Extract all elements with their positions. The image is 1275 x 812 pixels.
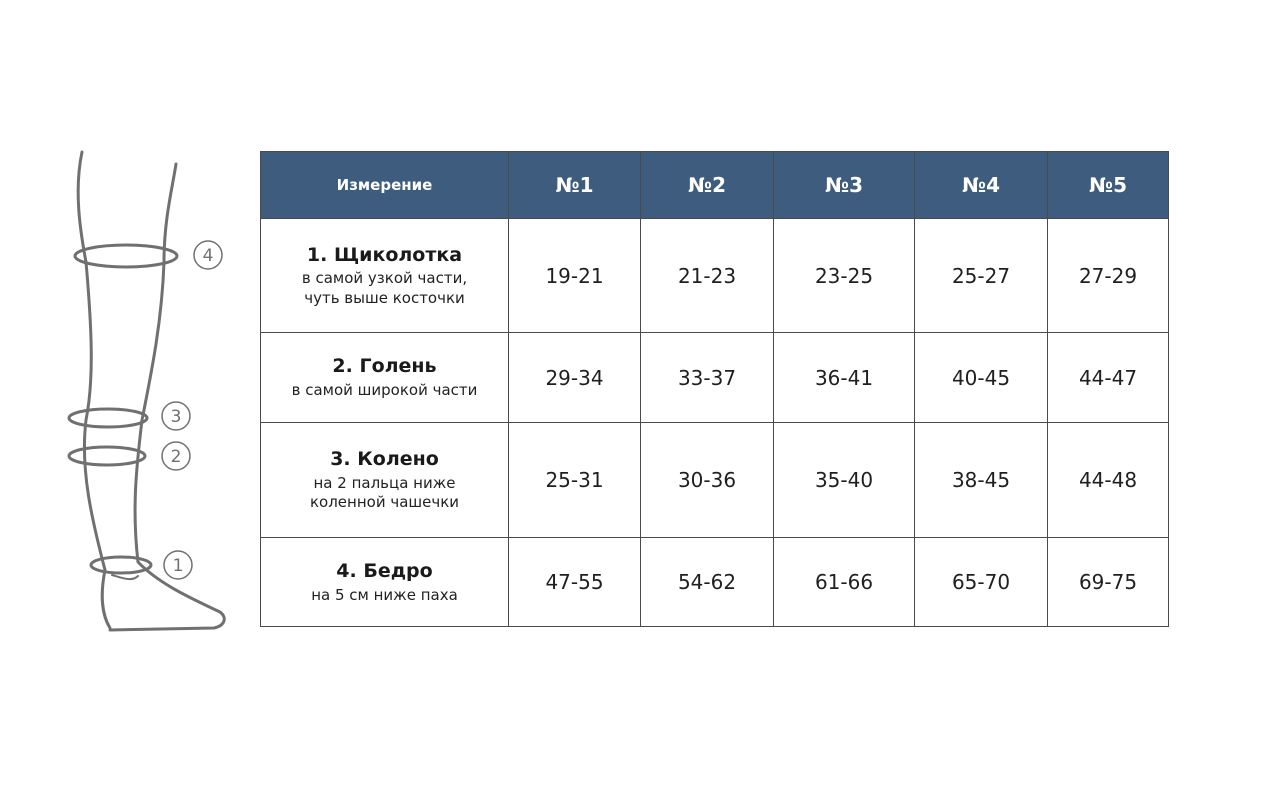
value-cell: 35-40 (774, 423, 915, 538)
value-cell: 23-25 (774, 219, 915, 333)
measurement-title: 2. Голень (332, 355, 437, 378)
header-size-3: №3 (774, 152, 915, 219)
value-cell: 25-31 (509, 423, 641, 538)
header-size-4: №4 (915, 152, 1048, 219)
value-cell: 19-21 (509, 219, 641, 333)
marker-4-label: 4 (202, 246, 214, 266)
value-cell: 44-47 (1048, 333, 1169, 423)
measurement-description: коленной чашечки (309, 493, 460, 512)
header-size-2: №2 (641, 152, 774, 219)
value-cell: 54-62 (641, 538, 774, 627)
table-row (261, 538, 1169, 627)
header-measurement: Измерение (261, 152, 509, 219)
leg-outline-front (110, 164, 224, 630)
value-cell: 65-70 (915, 538, 1048, 627)
value-cell: 36-41 (774, 333, 915, 423)
value-cell: 30-36 (641, 423, 774, 538)
measurement-title: 4. Бедро (336, 559, 433, 582)
value-cell: 29-34 (509, 333, 641, 423)
table-row (261, 423, 1169, 538)
measurement-cell (261, 423, 509, 538)
value-cell: 25-27 (915, 219, 1048, 333)
measurement-description: в самой узкой части, (301, 269, 468, 288)
measurement-title: 3. Колено (330, 448, 439, 471)
leg-ankle-line (112, 575, 138, 579)
value-cell: 27-29 (1048, 219, 1169, 333)
size-chart-table (260, 151, 1169, 627)
value-cell: 69-75 (1048, 538, 1169, 627)
header-row (261, 152, 1169, 219)
value-cell: 38-45 (915, 423, 1048, 538)
value-cell: 44-48 (1048, 423, 1169, 538)
band-knee (69, 447, 145, 465)
measurement-description: на 5 см ниже паха (311, 585, 458, 604)
value-cell: 40-45 (915, 333, 1048, 423)
measurement-cell (261, 219, 509, 333)
value-cell: 33-37 (641, 333, 774, 423)
table-row (261, 219, 1169, 333)
marker-3-label: 3 (170, 407, 182, 427)
marker-2-label: 2 (170, 447, 182, 467)
measurement-description: на 2 пальца ниже (313, 473, 456, 492)
measurement-description: чуть выше косточки (304, 288, 465, 307)
header-size-1: №1 (509, 152, 641, 219)
measurement-description: в самой широкой части (291, 381, 478, 400)
marker-1-label: 1 (172, 556, 184, 576)
value-cell: 47-55 (509, 538, 641, 627)
leg-measurement-diagram (55, 140, 245, 640)
value-cell: 61-66 (774, 538, 915, 627)
band-thigh (75, 245, 177, 267)
measurement-title: 1. Щиколотка (306, 243, 463, 266)
measurement-cell (261, 333, 509, 423)
header-size-5: №5 (1048, 152, 1169, 219)
value-cell: 21-23 (641, 219, 774, 333)
band-calf (69, 409, 147, 427)
measurement-cell (261, 538, 509, 627)
table-row (261, 333, 1169, 423)
leg-outline-back (78, 152, 110, 628)
